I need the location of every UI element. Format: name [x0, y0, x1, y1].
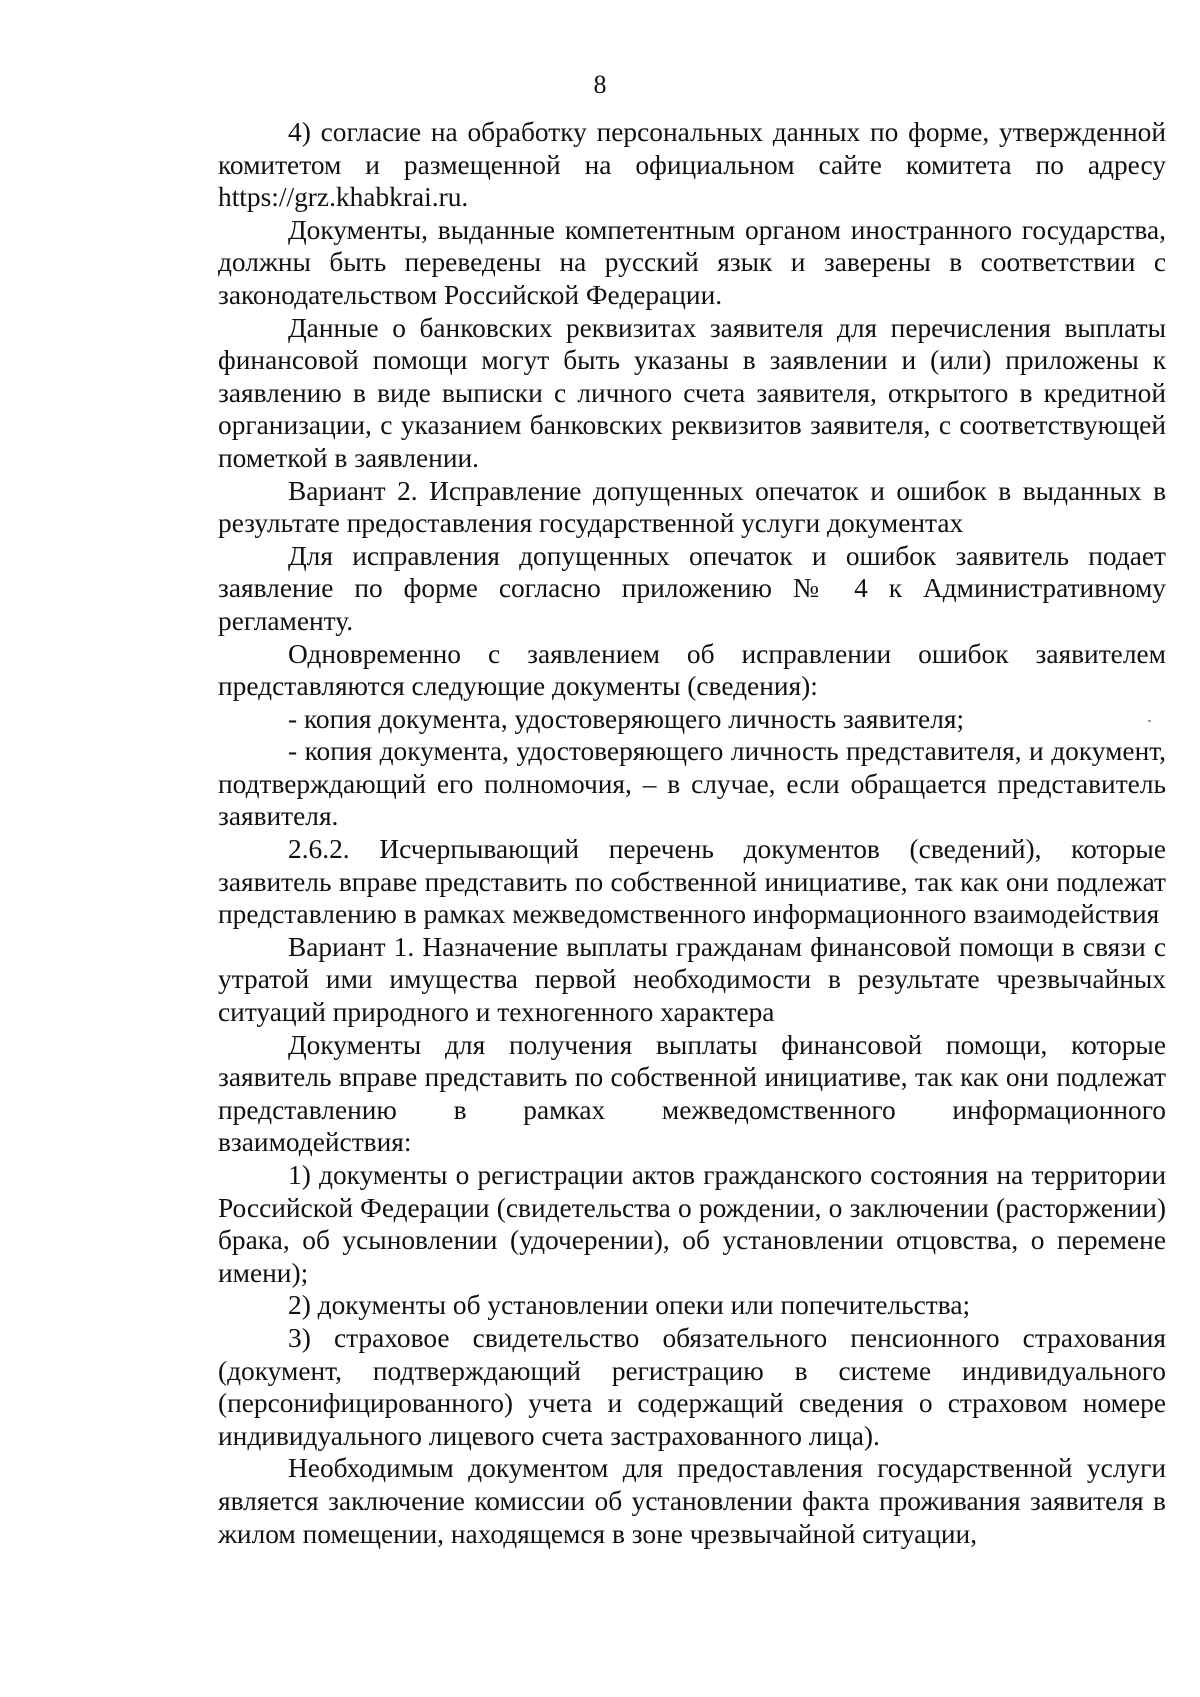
paragraph-documents-submitted: Одновременно с заявлением об исправлении ошибок заявителем представляются следующие документы (сведения):	[218, 638, 1166, 702]
paragraph-variant-2-heading: Вариант 2. Исправление допущенных опечаток и ошибок в выданных в результате предоставления государственной услуги документах	[218, 475, 1166, 539]
paragraph-variant-1-heading: Вариант 1. Назначение выплаты гражданам финансовой помощи в связи с утратой ими имущества первой необходимости в результате чрезвычайных ситуаций природного и техногенного характера	[218, 931, 1166, 1028]
paragraph-optional-documents: Документы для получения выплаты финансовой помощи, которые заявитель вправе представить по собственной инициативе, так как они подлежат представлению в рамках межведомственного информационного взаимодействия:	[218, 1029, 1166, 1158]
paragraph-error-correction-application: Для исправления допущенных опечаток и ошибок заявитель подает заявление по форме согласно приложению № 4 к Административному регламенту.	[218, 540, 1166, 636]
document-body	[218, 116, 1166, 1550]
paragraph-foreign-documents: Документы, выданные компетентным органом иностранного государства, должны быть переведены на русский язык и заверены в соответствии с законодательством Российской Федерации.	[218, 214, 1166, 310]
page-number: 8	[593, 70, 607, 99]
list-item-pension-insurance: 3) страховое свидетельство обязательного пенсионного страхования (документ, подтверждающий регистрацию в системе индивидуального (персонифицированного) учета и содержащий сведения о страховом номере индивидуального лицевого счета застрахованного лица).	[218, 1322, 1166, 1451]
list-item-identity-copy: - копия документа, удостоверяющего личность заявителя;	[288, 703, 965, 734]
paragraph-commission-conclusion: Необходимым документом для предоставления государственной услуги является заключение комиссии об установлении факта проживания заявителя в жилом помещении, находящемся в зоне чрезвычайной ситуации,	[218, 1453, 1166, 1549]
list-item-guardianship: 2) документы об установлении опеки или попечительства;	[288, 1290, 971, 1321]
paragraph-section-2-6-2: 2.6.2. Исчерпывающий перечень документов (сведений), которые заявитель вправе представить по собственной инициативе, так как они подлежат представлению в рамках межведомственного информационного взаимодействия	[218, 834, 1166, 930]
scan-speck	[1148, 720, 1151, 722]
paragraph-consent-personal-data: 4) согласие на обработку персональных данных по форме, утвержденной комитетом и размещенной на официальном сайте комитета по адресу https://grz.khabkrai.ru.	[218, 117, 1166, 213]
paragraph-bank-details: Данные о банковских реквизитах заявителя для перечисления выплаты финансовой помощи могут быть указаны в заявлении и (или) приложены к заявлению в виде выписки с личного счета заявителя, открытого в кредитной организации, с указанием банковских реквизитов заявителя, с соответствующей пометкой в заявлении.	[218, 312, 1166, 473]
list-item-civil-status-acts: 1) документы о регистрации актов гражданского состояния на территории Российской Федерации (свидетельства о рождении, о заключении (расторжении) брака, об усыновлении (удочерении), об установлении отцовства, о перемене имени);	[218, 1160, 1166, 1288]
list-item-representative-copy: - копия документа, удостоверяющего личность представителя, и документ, подтверждающий его полномочия, – в случае, если обращается представитель заявителя.	[218, 736, 1166, 832]
